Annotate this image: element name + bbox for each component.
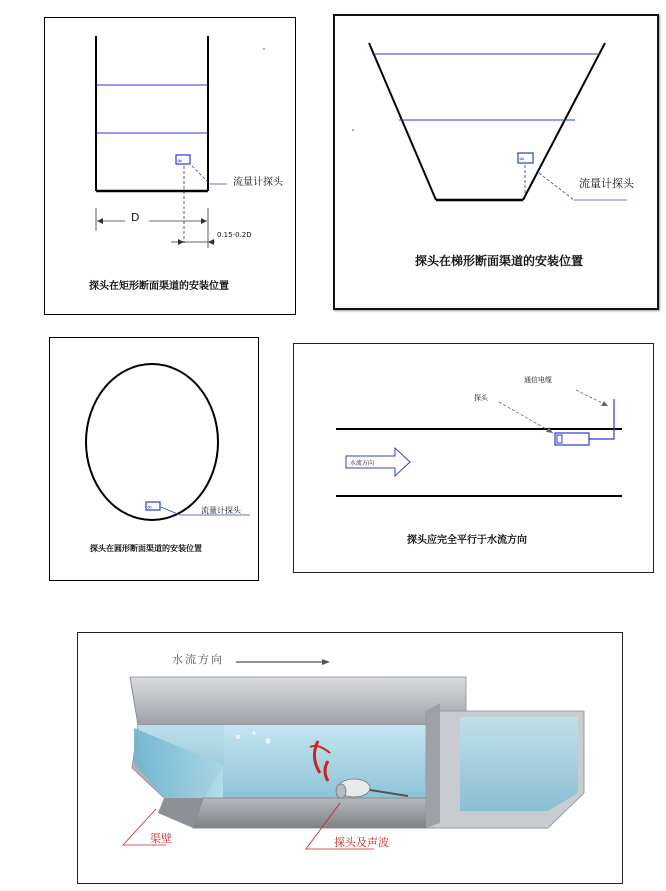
width-label: D (131, 211, 140, 224)
rectangular-channel-drawing (45, 18, 297, 316)
channel-3d-illustration (77, 632, 623, 884)
flow-label: 水流方向 (350, 460, 375, 467)
wall-label: 渠壁 (150, 832, 172, 845)
cable-line (589, 399, 614, 439)
probe-label: 流量计探头 (201, 506, 241, 515)
probe-label: 探头 (474, 394, 488, 402)
flow-label: 水流方向 (172, 653, 224, 666)
trapezoidal-channel-diagram (333, 14, 659, 310)
rectangular-channel-diagram (44, 17, 296, 315)
caption-circular: 探头在圆形断面渠道的安装位置 (90, 544, 202, 553)
svg-text:∞: ∞ (177, 157, 183, 165)
circular-channel-diagram (49, 337, 259, 581)
caption-trapezoidal: 探头在梯形断面渠道的安装位置 (415, 254, 584, 268)
caption-rectangular: 探头在矩形断面渠道的安装位置 (89, 281, 229, 292)
flow-arrow-icon (322, 659, 330, 665)
probe-wave-label: 探头及声波 (334, 836, 389, 849)
flow-alignment-diagram (293, 343, 654, 573)
probe-label: 流量计探头 (579, 177, 634, 190)
offset-label: 0.15-0.2D (217, 231, 252, 239)
caption-parallel: 探头应完全平行于水流方向 (407, 535, 527, 546)
svg-text:∞: ∞ (147, 504, 152, 511)
probe-label: 流量计探头 (233, 177, 283, 188)
cable-label: 通信电缆 (524, 376, 552, 384)
svg-text:∞: ∞ (519, 155, 525, 163)
